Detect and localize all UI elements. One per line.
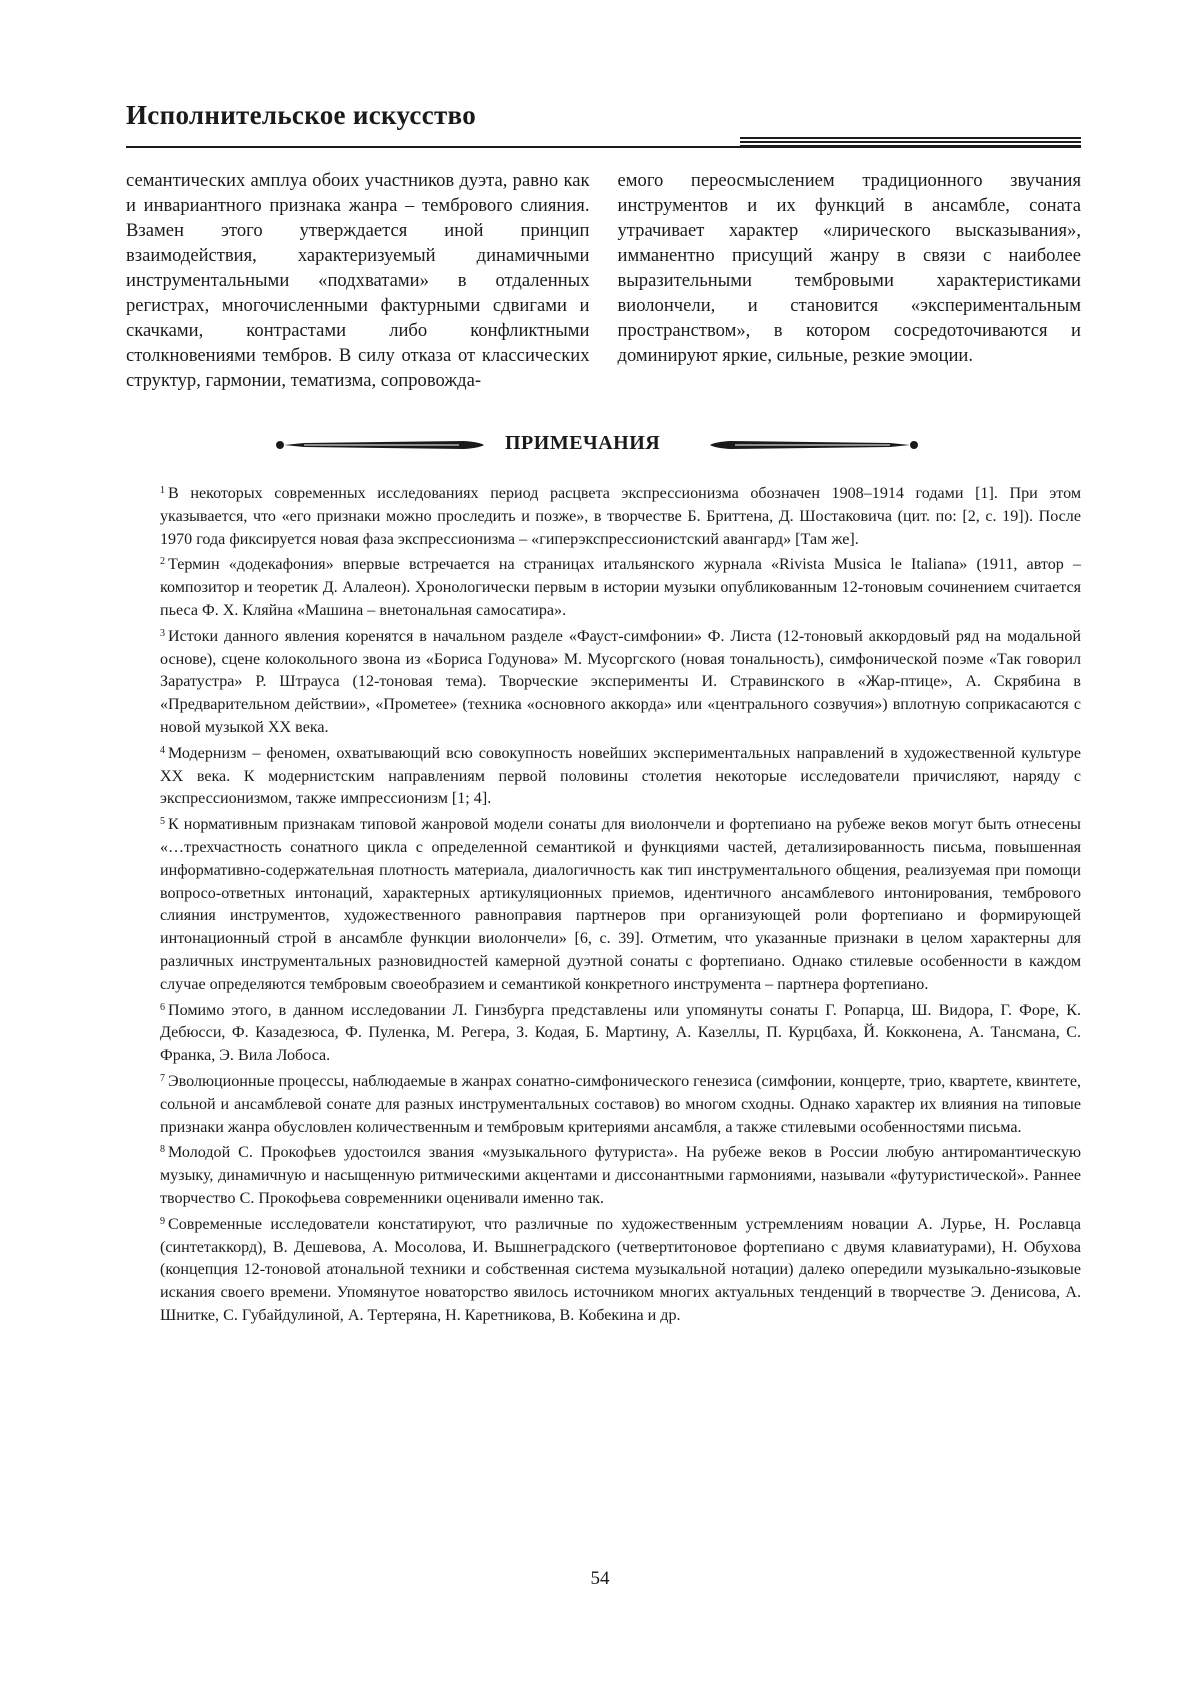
header-ornament-rules: [740, 137, 1081, 149]
note-text: Помимо этого, в данном исследовании Л. Гинзбурга представлены или упомянуты сонаты Г. Ропарца, Ш. Видора, Г. Форе, К. Дебюсси, Ф. Казадезюса, Ф. Пуленка, М. Регера, З. Кодая, Б. Мартину, А. Казеллы, П. Курцбаха, Й. Кокконена, А. Тансмана, С. Франка, Э. Вила Лобоса.: [160, 1001, 1081, 1065]
body-text-columns: [126, 168, 1081, 393]
note-text: Модернизм – феномен, охватывающий всю совокупность новейших экспериментальных направлений в художественной культуре XX века. К модернистским направлениям первой половины столетия некоторые исследователи причисляют, наряду с экспрессионизмом, также импрессионизм [1; 4].: [160, 744, 1081, 808]
note-number: 2: [160, 556, 165, 568]
note-number: 5: [160, 816, 165, 828]
note-number: 7: [160, 1072, 165, 1084]
note: [160, 997, 1081, 1068]
note-text: В некоторых современных исследованиях период расцвета экспрессионизма обозначен 1908–1914 годами [1]. При этом указывается, что «его признаки можно проследить и позже», в творчестве Б. Бриттена, Д. Шостаковича (цит. по: [2, с. 19]). После 1970 года фиксируется новая фаза экспрессионизма – «гиперэкспрессионистский авангард» [Там же].: [160, 485, 1081, 548]
note-number: 6: [160, 1001, 165, 1013]
page-number: 54: [590, 1568, 610, 1589]
notes-heading: [0, 428, 1200, 462]
note: [160, 1211, 1081, 1328]
ornament-right-icon: [700, 428, 920, 462]
note-number: 1: [160, 485, 165, 496]
note-number: 3: [160, 627, 165, 639]
note: [160, 811, 1081, 996]
note: [160, 1139, 1081, 1210]
body-column-right: емого переосмыслением традиционного звучания инструментов и их функций в ансамбле, соната утрачивает характер «лирического высказывания», имманентно присущий жанру в связи с наиболее выразительными тембровыми характеристиками виолончели, и становится «экспериментальным пространством», в котором сосредоточиваются и доминируют яркие, сильные, резкие эмоции.: [617, 170, 1081, 366]
note-text: Современные исследователи констатируют, что различные по художественным устремлениям новации А. Лурье, Н. Рославца (синтетаккорд), В. Дешевова, А. Мосолова, И. Вышнеградского (четвертитоновое фортепиано с двумя клавиатурами), Н. Обухова (концепция 12-тоновой атональной техники и собственная система музыкальной нотации) далеко опередили музыкально-языковые искания своего времени. Упомянутое новаторство явилось источником многих актуальных тенденций в творчестве Э. Денисова, А. Шнитке, С. Губайдулиной, А. Тертеряна, Н. Каретникова, В. Кобекина и др.: [160, 1215, 1081, 1324]
note-number: 8: [160, 1144, 165, 1156]
note-number: 9: [160, 1215, 165, 1227]
note: [160, 480, 1081, 551]
note: [160, 1068, 1081, 1139]
note-number: 4: [160, 744, 165, 756]
endnotes: [160, 480, 1081, 1328]
note-text: Термин «додекафония» впервые встречается на страницах итальянского журнала «Rivista Musica le Italiana» (1911, автор – композитор и теоретик Д. Алалеон). Хронологически первым в истории музыки опубликованным 12-тоновым сочинением считается пьеса Ф. Х. Кляйна «Машина – внетональная самосатира».: [160, 556, 1081, 619]
note: [160, 551, 1081, 622]
ornament-left-icon: [274, 428, 494, 462]
notes-title: ПРИМЕЧАНИЯ: [505, 432, 661, 454]
note-text: Истоки данного явления коренятся в начальном разделе «Фауст-симфонии» Ф. Листа (12-тоновый аккордовый ряд на модальной основе), сцене колокольного звона из «Бориса Годунова» М. Мусоргского (новая тональность), симфонической поэме «Так говорил Заратустра» Р. Штрауса (12-тоновая тема). Творческие эксперименты И. Стравинского в «Жар-птице», А. Скрябина в «Предварительном действии», «Прометее» (техника «основного аккорда» или «центрального созвучия») вплотную соприкасаются с новой музыкой XX века.: [160, 627, 1081, 736]
running-title: Исполнительское искусство: [126, 100, 477, 130]
body-column-left: семантических амплуа обоих участников дуэта, равно как и инвариантного признака жанра – тембрового слияния. Взамен этого утверждается иной принцип взаимодействия, характеризуемый динамичными инструментальными «подхватами» в отдаленных регистрах, многочисленными фактурными сдвигами и скачками, контрастами либо конфликтными столкновениями тембров. В силу отказа от классических структур, гармонии, тематизма, сопровожда-: [126, 170, 590, 391]
note-text: Молодой С. Прокофьев удостоился звания «музыкального футуриста». На рубеже веков в России любую антиромантическую музыку, динамичную и насыщенную ритмическими акцентами и диссонантными гармониями, называли «футуристической». Раннее творчество С. Прокофьева современники оценивали именно так.: [160, 1144, 1081, 1207]
note-text: Эволюционные процессы, наблюдаемые в жанрах сонатно-симфонического генезиса (симфонии, концерте, трио, квартете, квинтете, сольной и ансамблевой сонате для разных инструментальных составов) во многом сходны. Однако характер их влияния на типовые признаки жанра обусловлен количественным и тембровым критериями ансамбля, а также стилевыми особенностями письма.: [160, 1072, 1081, 1136]
note: [160, 740, 1081, 811]
note-text: К нормативным признакам типовой жанровой модели сонаты для виолончели и фортепиано на рубеже веков могут быть отнесены «…трехчастность сонатного цикла с определенной семантикой и функциями частей, детализированность письма, повышенная информативно-содержательная плотность материала, диалогичность как тип инструментального общения, реализуемая при помощи вопросо-ответных интонаций, характерных артикуляционных приемов, идентичного ансамблевого интонирования, тембрового слияния инструментов, художественного равноправия партнеров при организующей роли фортепиано и формирующей интонационный строй в ансамбле функции виолончели» [6, с. 39]. Отметим, что указанные признаки в целом характерны для различных инструментальных разновидностей камерной дуэтной сонаты с фортепиано. Однако стилевые особенности в каждом случае определяются тембровым своеобразием и семантикой конкретного инструмента – партнера фортепиано.: [160, 816, 1081, 993]
note: [160, 623, 1081, 740]
